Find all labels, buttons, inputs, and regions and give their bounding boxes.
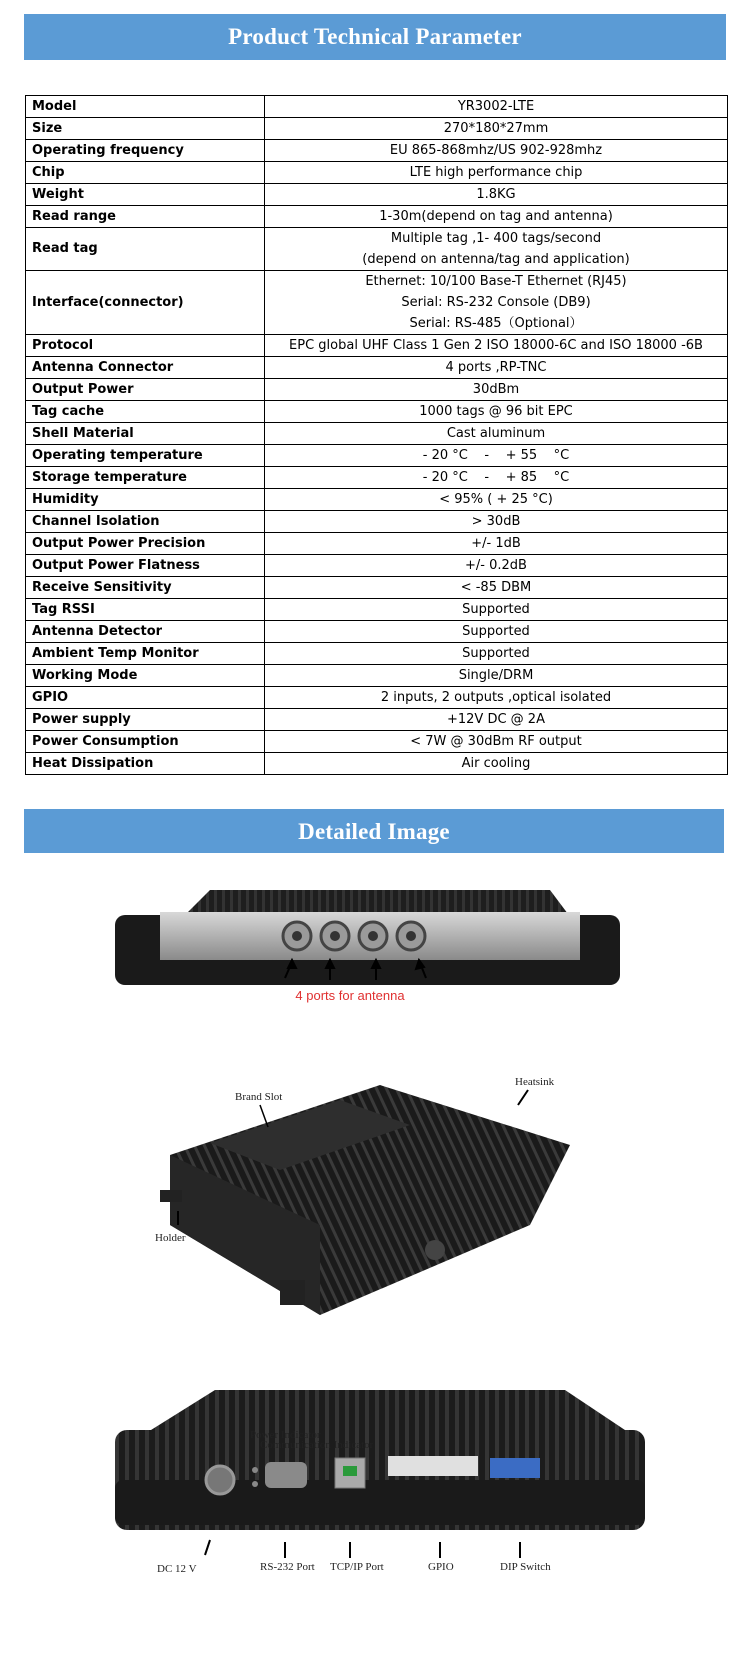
- label-brand-slot: Brand Slot: [235, 1091, 283, 1103]
- spec-row: [26, 423, 728, 445]
- antenna-connector-icon: [359, 922, 387, 950]
- spec-label: Read range: [26, 206, 265, 228]
- spec-value-line: LTE high performance chip: [409, 165, 583, 180]
- spec-label: Output Power Precision: [26, 533, 265, 555]
- label-holder: Holder: [155, 1232, 186, 1244]
- spec-label: Chip: [26, 162, 265, 184]
- spec-value: [265, 533, 728, 555]
- spec-value: [265, 489, 728, 511]
- spec-value: [265, 184, 728, 206]
- spec-value: [265, 445, 728, 467]
- label-power-indicator: Power Indicator: [250, 1429, 321, 1441]
- spec-label: Antenna Detector: [26, 621, 265, 643]
- spec-row: [26, 665, 728, 687]
- spec-value: [265, 599, 728, 621]
- db9-port-icon: [265, 1462, 307, 1488]
- spec-value: [265, 621, 728, 643]
- spec-value: [265, 401, 728, 423]
- spec-label: Tag cache: [26, 401, 265, 423]
- spec-value-line: Multiple tag ,1- 400 tags/second: [390, 231, 602, 246]
- spec-label: Weight: [26, 184, 265, 206]
- spec-row: [26, 555, 728, 577]
- spec-value: [265, 731, 728, 753]
- spec-value: [265, 96, 728, 118]
- spec-value: [265, 357, 728, 379]
- spec-value-line: Supported: [462, 646, 530, 661]
- spec-label: Output Power Flatness: [26, 555, 265, 577]
- spec-value-line: EPC global UHF Class 1 Gen 2 ISO 18000-6C and ISO 18000 -6B: [289, 338, 703, 353]
- spec-label: Read tag: [26, 228, 265, 271]
- spec-label: Protocol: [26, 335, 265, 357]
- spec-row: [26, 709, 728, 731]
- spec-row: [26, 271, 728, 335]
- spec-label: Output Power: [26, 379, 265, 401]
- spec-value: [265, 687, 728, 709]
- spec-row: [26, 140, 728, 162]
- spec-value-line: < 95% ( + 25 °C): [439, 492, 553, 507]
- spec-row: [26, 731, 728, 753]
- label-communication-indicator: Communication Indicator: [260, 1439, 374, 1451]
- spec-value: [265, 228, 728, 271]
- spec-row: [26, 379, 728, 401]
- spec-value-line: (depend on antenna/tag and application): [362, 252, 630, 267]
- dip-switch-icon: [490, 1458, 540, 1478]
- arrow-icon: [205, 1540, 520, 1558]
- spec-row: [26, 184, 728, 206]
- spec-value: [265, 118, 728, 140]
- spec-value-line: Serial: RS-485（Optional）: [409, 316, 583, 331]
- label-dc-12v: DC 12 V: [157, 1563, 197, 1575]
- spec-value-line: +12V DC @ 2A: [447, 712, 545, 727]
- spec-label: GPIO: [26, 687, 265, 709]
- spec-value-line: - 20 °C - + 85 °C: [422, 470, 570, 485]
- spec-label: Humidity: [26, 489, 265, 511]
- spec-value-line: 2 inputs, 2 outputs ,optical isolated: [380, 690, 612, 705]
- reader-side-photo: [150, 1075, 590, 1325]
- spec-row: [26, 753, 728, 775]
- spec-row: [26, 357, 728, 379]
- connector-icon: [425, 1240, 445, 1260]
- spec-value-line: Supported: [462, 602, 530, 617]
- antenna-ports-photo: [110, 870, 630, 1040]
- spec-label: Receive Sensitivity: [26, 577, 265, 599]
- antenna-connector-icon: [397, 922, 425, 950]
- spec-value: [265, 555, 728, 577]
- spec-value-line: 1000 tags @ 96 bit EPC: [419, 404, 573, 419]
- reader-back-photo: [95, 1380, 665, 1630]
- spec-row: [26, 599, 728, 621]
- spec-value-line: EU 865-868mhz/US 902-928mhz: [389, 143, 603, 158]
- spec-value-line: < 7W @ 30dBm RF output: [410, 734, 582, 749]
- section-title-detailed-image: Detailed Image: [24, 809, 724, 853]
- spec-row: [26, 467, 728, 489]
- spec-label: Storage temperature: [26, 467, 265, 489]
- spec-row: [26, 335, 728, 357]
- spec-value: [265, 379, 728, 401]
- spec-label: Size: [26, 118, 265, 140]
- antenna-connector-icon: [283, 922, 311, 950]
- spec-value-line: 30dBm: [472, 382, 520, 397]
- spec-value-line: +/- 1dB: [471, 536, 521, 551]
- label-rs232: RS-232 Port: [260, 1561, 315, 1573]
- spec-value: [265, 140, 728, 162]
- spec-value: [265, 709, 728, 731]
- spec-value: [265, 643, 728, 665]
- spec-row: [26, 577, 728, 599]
- spec-value-line: 1.8KG: [476, 187, 516, 202]
- label-heatsink: Heatsink: [515, 1076, 555, 1088]
- arrow-icon: [518, 1090, 528, 1105]
- spec-value: [265, 423, 728, 445]
- spec-label: Heat Dissipation: [26, 753, 265, 775]
- spec-label: Power supply: [26, 709, 265, 731]
- spec-row: [26, 162, 728, 184]
- spec-value-line: > 30dB: [471, 514, 521, 529]
- spec-value: [265, 511, 728, 533]
- spec-value-line: 4 ports ,RP-TNC: [445, 360, 547, 375]
- label-tcpip: TCP/IP Port: [330, 1561, 384, 1573]
- spec-row: [26, 533, 728, 555]
- spec-row: [26, 118, 728, 140]
- spec-value-line: Air cooling: [461, 756, 531, 771]
- spec-label: Working Mode: [26, 665, 265, 687]
- spec-label: Operating temperature: [26, 445, 265, 467]
- spec-value: [265, 162, 728, 184]
- spec-label: Tag RSSI: [26, 599, 265, 621]
- spec-value-line: Ethernet: 10/100 Base-T Ethernet (RJ45): [365, 274, 627, 289]
- gpio-terminal-icon: [388, 1456, 478, 1476]
- spec-row: [26, 401, 728, 423]
- spec-row: [26, 511, 728, 533]
- spec-row: [26, 228, 728, 271]
- spec-value: [265, 665, 728, 687]
- label-gpio: GPIO: [428, 1561, 454, 1573]
- spec-label: Antenna Connector: [26, 357, 265, 379]
- spec-label: Ambient Temp Monitor: [26, 643, 265, 665]
- spec-value-line: YR3002-LTE: [457, 99, 535, 114]
- spec-value-line: Supported: [462, 624, 530, 639]
- spec-row: [26, 643, 728, 665]
- spec-value: [265, 271, 728, 335]
- spec-row: [26, 687, 728, 709]
- spec-label: Power Consumption: [26, 731, 265, 753]
- antenna-connector-icon: [321, 922, 349, 950]
- spec-value-line: - 20 °C - + 55 °C: [422, 448, 570, 463]
- dc-jack-icon: [206, 1466, 234, 1494]
- spec-value: [265, 467, 728, 489]
- antenna-caption: 4 ports for antenna: [295, 988, 405, 1003]
- spec-row: [26, 96, 728, 118]
- spec-value-line: < -85 DBM: [460, 580, 532, 595]
- spec-value-line: 1-30m(depend on tag and antenna): [379, 209, 613, 224]
- spec-row: [26, 206, 728, 228]
- spec-value-line: Single/DRM: [458, 668, 534, 683]
- spec-row: [26, 621, 728, 643]
- spec-label: Interface(connector): [26, 271, 265, 335]
- label-dip-switch: DIP Switch: [500, 1561, 551, 1573]
- spec-value-line: Serial: RS-232 Console (DB9): [401, 295, 591, 310]
- spec-label: Operating frequency: [26, 140, 265, 162]
- spec-label: Shell Material: [26, 423, 265, 445]
- spec-value: [265, 335, 728, 357]
- spec-row: [26, 489, 728, 511]
- spec-value: [265, 753, 728, 775]
- spec-value: [265, 577, 728, 599]
- spec-label: Channel Isolation: [26, 511, 265, 533]
- spec-value: [265, 206, 728, 228]
- spec-row: [26, 445, 728, 467]
- spec-label: Model: [26, 96, 265, 118]
- spec-value-line: +/- 0.2dB: [465, 558, 527, 573]
- spec-table: [25, 95, 728, 775]
- spec-value-line: 270*180*27mm: [443, 121, 549, 136]
- section-title-parameters: Product Technical Parameter: [24, 14, 726, 60]
- spec-value-line: Cast aluminum: [446, 426, 546, 441]
